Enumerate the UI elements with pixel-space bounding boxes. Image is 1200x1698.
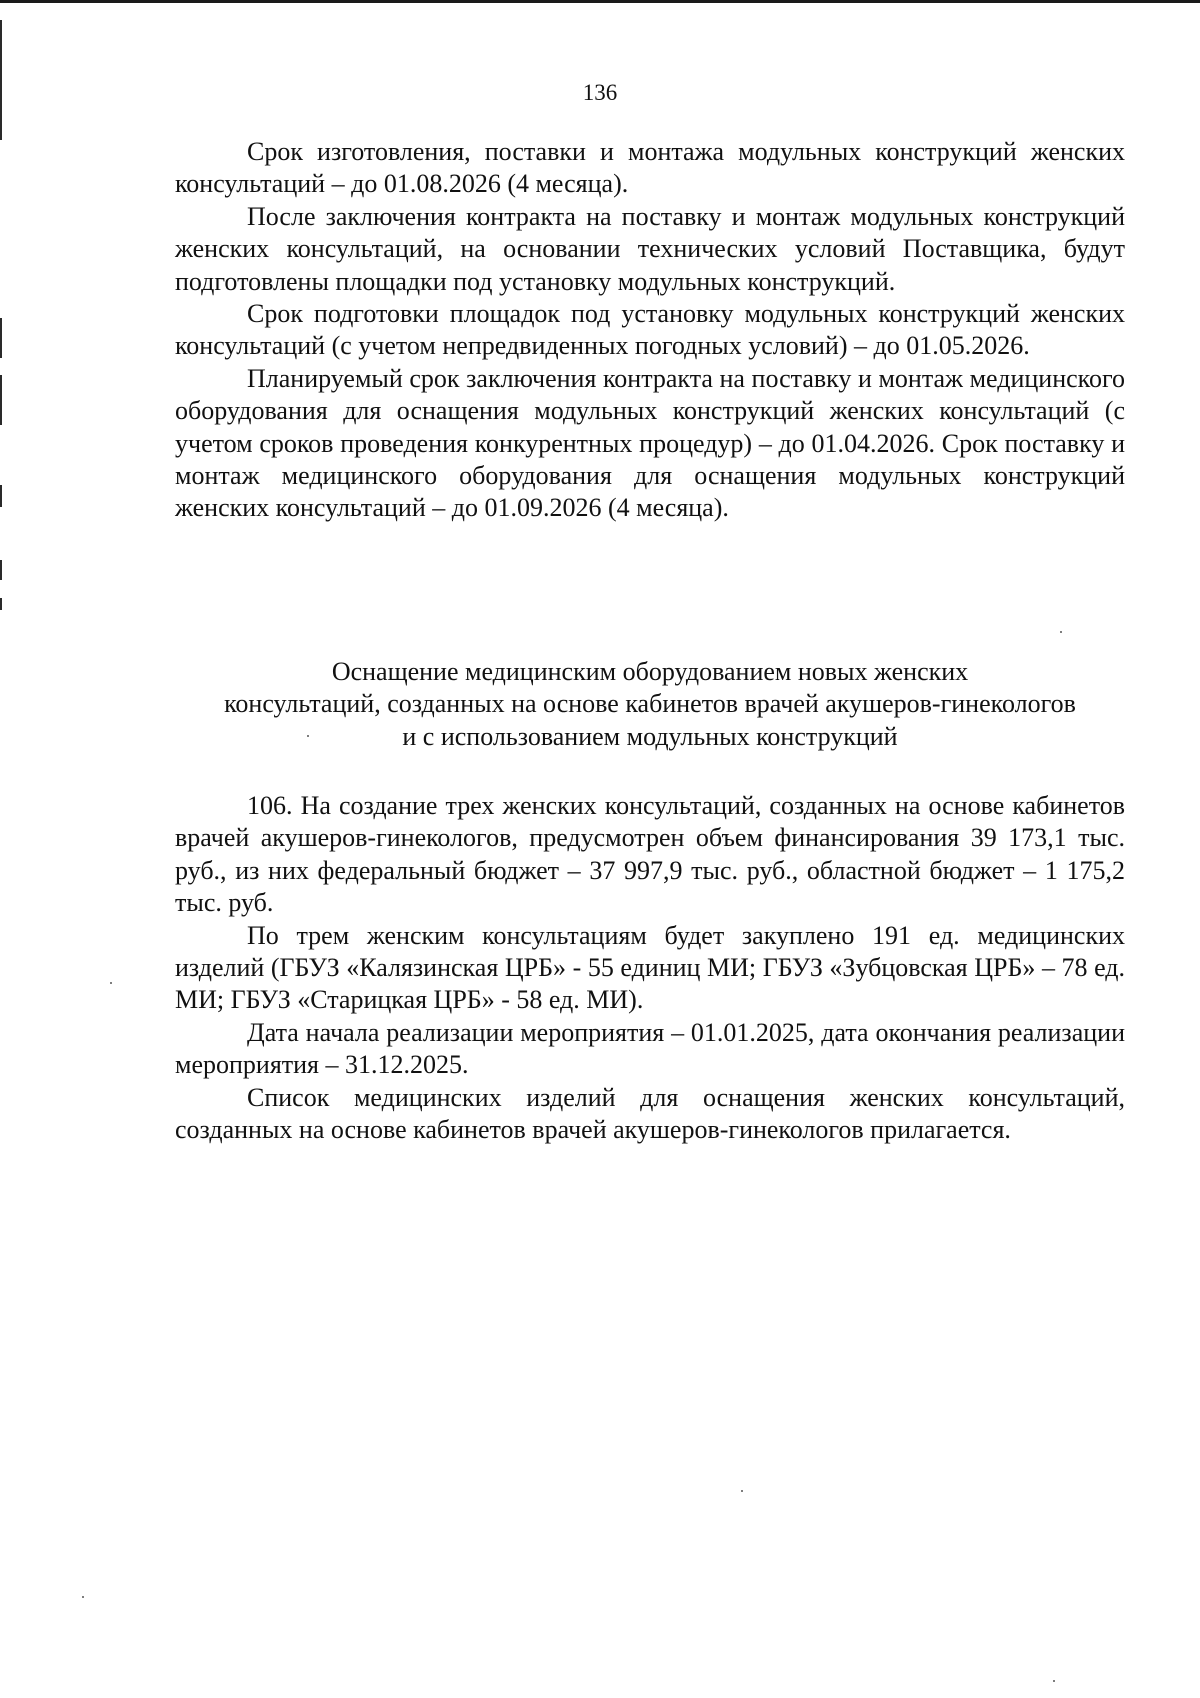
paragraph: 106. На создание трех женских консультаций, созданных на основе кабинетов врачей акушеров-гинекологов, предусмотрен объем финансирования 39 173,1 тыс. руб., из них федеральный бюджет – 37 997,9 тыс. руб., областной бюджет – 1 175,2 тыс. руб.	[175, 791, 1125, 918]
paragraph: Список медицинских изделий для оснащения женских консультаций, созданных на основе кабинетов врачей акушеров-гинекологов прилагается.	[175, 1082, 1125, 1145]
section-heading-line: Оснащение медицинским оборудованием новых женских	[331, 657, 969, 686]
scan-speck	[1060, 631, 1062, 633]
scan-speck	[110, 982, 112, 984]
scan-edge-mark	[0, 375, 2, 425]
scan-edge-mark	[0, 318, 2, 358]
page-number: 136	[582, 80, 618, 105]
section-heading-line: консультаций, созданных на основе кабинетов врачей акушеров-гинекологов	[224, 689, 1076, 719]
paragraph: Срок изготовления, поставки и монтажа модульных конструкций женских консультаций – до 01.08.2026 (4 месяца).	[175, 137, 1125, 199]
paragraph: Планируемый срок заключения контракта на поставку и монтаж медицинского оборудования для оснащения модульных конструкций женских консультаций (с учетом сроков проведения конкурентных процедур) – до 01.04.2026. Срок поставку и монтаж медицинского оборудования для оснащения модульных конструкций женских консультаций – до 01.09.2026 (4 месяца).	[175, 363, 1125, 523]
section-heading	[160, 656, 1140, 753]
section-heading-line: и с использованием модульных конструкций	[402, 721, 898, 751]
body-text-before-heading	[175, 136, 1125, 525]
scan-edge-mark	[0, 560, 2, 580]
scan-edge-mark	[0, 485, 2, 507]
paragraph: После заключения контракта на поставку и монтаж модульных конструкций женских консультаций, на основании технических условий Поставщика, будут подготовлены площадки под установку модульных конструкций.	[175, 201, 1125, 296]
scan-edge-mark	[0, 598, 2, 610]
paragraph: По трем женским консультациям будет закуплено 191 ед. медицинских изделий (ГБУЗ «Калязинская ЦРБ» - 55 единиц МИ; ГБУЗ «Зубцовская ЦРБ» – 78 ед. МИ; ГБУЗ «Старицкая ЦРБ» - 58 ед. МИ).	[175, 920, 1125, 1015]
scan-speck	[1053, 1680, 1055, 1682]
paragraph: Срок подготовки площадок под установку модульных конструкций женских консультаций (с учетом непредвиденных погодных условий) – до 01.05.2026.	[175, 299, 1125, 361]
body-text-after-heading	[175, 790, 1125, 1146]
scan-speck	[82, 1596, 84, 1598]
paragraph: Дата начала реализации мероприятия – 01.01.2025, дата окончания реализации мероприятия – 31.12.2025.	[175, 1017, 1125, 1080]
scan-speck	[741, 1490, 743, 1492]
scan-top-border	[0, 0, 1200, 3]
